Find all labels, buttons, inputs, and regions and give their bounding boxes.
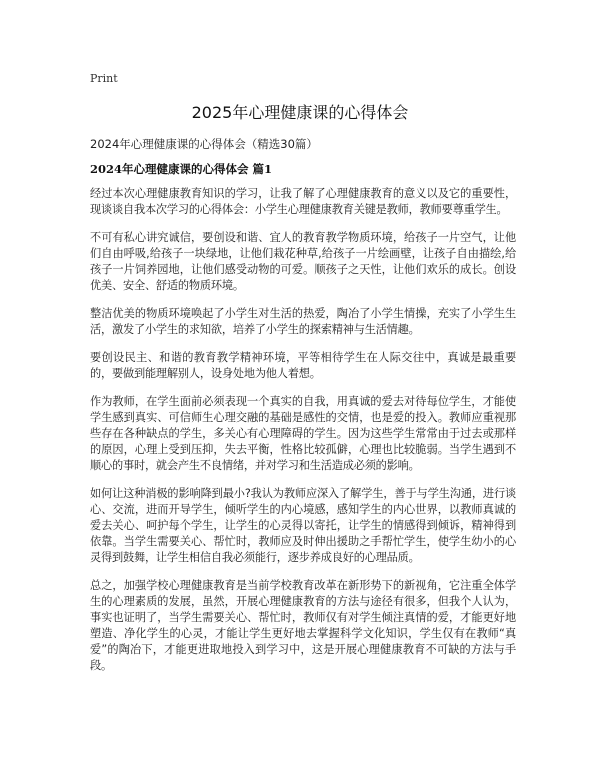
print-label: Print bbox=[90, 72, 118, 85]
paragraph: 不可有私心讲究诚信，要创设和谐、宜人的教育教学物质环境，给孩子一片空气，让他们自由呼吸,给孩子一块绿地，让他们栽花种草,给孩子一片绘画壁，让孩子自由描绘,给孩子一片饲养园地，让他们感受动物的可爱。顺孩子之天性，让他们欢乐的成长。创设优美、安全、舒适的物质环境。 bbox=[90, 231, 516, 292]
document-subtitle: 2024年心理健康课的心得体会（精选30篇） bbox=[90, 137, 318, 151]
paragraph: 如何让这种消极的影响降到最小?我认为教师应深入了解学生，善于与学生沟通，进行谈心、交流，进而开导学生，倾听学生的内心境感，感知学生的内心世界，以教师真诚的爱去关心、呵护每个学生，让学生的心灵得以寄托，让学生的情感得到倾诉，精神得到依靠。当学生需要关心、帮忙时，教师应及时伸出援助之手帮忙学生，使学生幼小的心灵得到鼓舞，让学生相信自我必须能行，逐步养成良好的心理品质。 bbox=[90, 487, 516, 564]
section-heading: 2024年心理健康课的心得体会 篇1 bbox=[90, 162, 273, 176]
paragraph: 经过本次心理健康教育知识的学习，让我了解了心理健康教育的意义以及它的重要性，现谈谈自我本次学习的心得体会：小学生心理健康教育关键是教师，教师要尊重学生。 bbox=[90, 187, 516, 216]
page-title: 2025年心理健康课的心得体会 bbox=[191, 103, 409, 122]
paragraph: 作为教师，在学生面前必须表现一个真实的自我，用真诚的爱去对待每位学生，才能使学生感到真实、可信师生心理交融的基础是感性的交情，也是爱的投入。教师应重视那些存在各种缺点的学生，多关心有心理障碍的学生。因为这些学生常常由于过去或那样的原因，心理上受到压抑，失去平衡，性格比较孤僻，心理也比较脆弱。当学生遇到不顺心的事时，就会产生不良情绪，并对学习和生活造成必须的影响。 bbox=[90, 395, 516, 472]
paragraph: 整洁优美的物质环境唤起了小学生对生活的热爱，陶冶了小学生情操，充实了小学生生活，激发了小学生的求知欲，培养了小学生的探索精神与生活情趣。 bbox=[90, 307, 516, 336]
paragraph: 要创设民主、和谐的教育教学精神环境，平等相待学生在人际交往中，真诚是最重要的，要做到能理解别人，设身处地为他人着想。 bbox=[90, 351, 516, 380]
paragraph: 总之，加强学校心理健康教育是当前学校教育改革在新形势下的新视角，它注重全体学生的心理素质的发展，虽然，开展心理健康教育的方法与途径有很多，但我个人认为，事实也证明了，当学生需要关心、帮忙时，教师仅有对学生倾注真情的爱，才能更好地塑造、净化学生的心灵，才能让学生更好地去掌握科学文化知识，学生仅有在教师“真爱”的陶冶下，才能更进取地投入到学习中，这是开展心理健康教育不可缺的方法与手段。 bbox=[90, 579, 516, 672]
document-body bbox=[90, 186, 516, 686]
